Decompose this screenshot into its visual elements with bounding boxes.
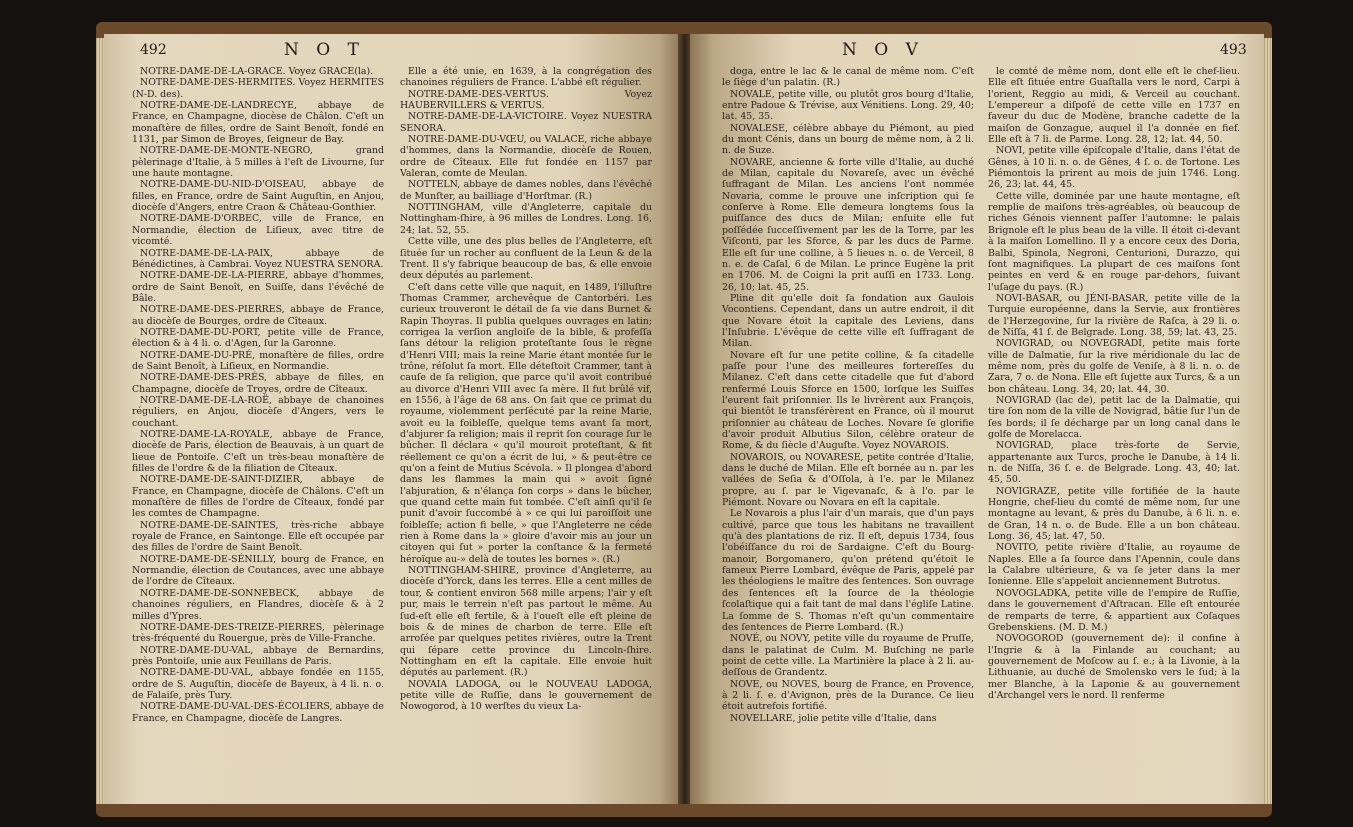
- entry-paragraph: NOTRE-DAME-DES-TREIZE-PIERRES, pèlerinage très-fréquenté du Rouergue, près de Ville-Franche.: [132, 621, 384, 645]
- entry-paragraph: NOVALESE, célèbre abbaye du Piémont, au pied du mont Cénis, dans un bourg de même nom, à 2 li. n. de Suze.: [722, 122, 974, 157]
- entry-paragraph: NOTRE-DAME-DU-VAL, abbaye de Bernardins, près Pontoiſe, unie aux Feuillans de Paris.: [132, 644, 384, 667]
- entry-paragraph: NOTRE-DAME-DE-LA-VICTOIRE. Voyez NUESTRA SENORA.: [400, 111, 652, 134]
- entry-paragraph: NOTRE-DAME-DE-LA-GRACE. Voyez GRACE(la).: [140, 66, 374, 77]
- entry-paragraph: NOVOGLADKA, petite ville de l'empire de Ruſſie, dans le gouvernement d'Aſtracan. Elle eſt entourée de remparts de terre, & appartient aux Coſaques Grebenskiens. (M. D. M.): [988, 587, 1240, 633]
- entry-paragraph: NOVELLARE, jolie petite ville d'Italie, dans: [730, 712, 937, 724]
- entry-paragraph: NOTRE-DAME-DES-VERTUS. Voyez HAUBERVILLERS & VERTUS.: [400, 88, 652, 112]
- running-head: N O V: [842, 40, 924, 60]
- entry-paragraph: NOVOGOROD (gouvernement de): il confine à l'Ingrie & à la Finlande au couchant; au gouvernement de Moſcow au ſ. e.; à la Livonie, à la Lithuanie, au duché de Smolensko vers le ſud; à la mer Blanche, à la Laponie & au gouvernement d'Archangel vers le nord. Il renferme: [988, 633, 1240, 701]
- text-column-right: [400, 66, 652, 713]
- entry-paragraph: NOVI, petite ville épiſcopale d'Italie, dans l'état de Gênes, à 10 li. n. o. de Gênes, 4 ſ. o. de Tortone. Les Piémontois la prirent au mois de juin 1746. Long. 26, 23; lat. 44, 45.: [988, 145, 1240, 191]
- entry-paragraph: NOTRE-DAME-DES-HERMITES. Voyez HERMITES (N-D. des).: [132, 77, 384, 100]
- entry-paragraph: NOVAROIS, ou NOVARESE, petite contrée d'Italie, dans le duché de Milan. Elle eſt bornée au n. par les vallées de Seſia & d'Oſſola, à l'e. par le Milanez propre, au ſ. par le Vigevanaſc, & à l'o. par le Piémont. Novare ou Novara en eſt la capitale.: [722, 451, 974, 509]
- entry-paragraph: doga, entre le lac & le canal de même nom. C'eſt le ſiège d'un palatin. (R.): [722, 66, 974, 89]
- entry-paragraph: NOTRE-DAME-DE-LA-PAIX, abbaye de Bénédictines, à Cambrai. Voyez NUESTRA SENORA.: [132, 247, 384, 270]
- entry-paragraph: NOVARE, ancienne & forte ville d'Italie, au duché de Milan, capitale du Novareſe, avec un évêché ſuffragant de Milan. Les anciens l'ont nommée Novaria, comme le prouve une inſcription qui ſe conſerve à Rome. Elle demeura longtems ſous la puiſſance des ducs de Milan; enſuite elle fut poſſédée ſucceſſivement par les de la Torre, par les Viſconti, par les Sforce, & par les ducs de Parme. Elle eſt ſur une colline, à 5 lieues n. o. de Verceil, 8 n. e. de Caſal, 6 de Milan. Le prince Eugène la prit en 1706. M. de Coigni la prit auſſi en 1733. Long. 26, 10; lat. 45, 25.: [722, 156, 974, 293]
- entry-paragraph: le comté de même nom, dont elle eſt le chef-lieu. Elle eſt ſituée entre Guaſtalla vers le nord, Carpi à l'orient, Reggio au midi, & Verceil au couchant. L'empereur a diſpoſé de cette ville en 1737 en faveur du duc de Modène, branche cadette de la maiſon de Gonzague, auquel il l'a donnée en fief. Elle eſt à 7 li. de Parme. Long. 28, 12; lat. 44, 50.: [988, 66, 1240, 146]
- entry-paragraph: NOTRE-DAME-DU-PRÉ, monaſtère de filles, ordre de Saint Benoît, à Liſieux, en Normandie.: [132, 349, 384, 372]
- entry-paragraph: Pline dit qu'elle doit ſa fondation aux Gaulois Vocontiens. Cependant, dans un autre endroit, il dit que Novare étoit la capitale des Leviens, dans l'Inſubrie. L'évêque de cette ville eſt ſuffragant de Milan.: [722, 292, 974, 350]
- entry-paragraph: NOTTINGHAM-SHIRE, province d'Angleterre, au diocèſe d'Yorck, dans les terres. Elle a cent milles de tour, & contient environ 568 mille arpens; l'air y eſt pur, mais le terrein n'eſt pas partout le même. Au ſud-eſt elle eſt fertile, & à l'oueſt elle eſt pleine de bois & de mines de charbon de terre. Elle eſt arroſée par quelques petites rivières, outre la Trent qui ſépare cette province du Lincoln-ſhire. Nottingham en eſt la capitale. Elle envoie huit députés au parlement. (R.): [400, 565, 652, 679]
- page-number: 492: [140, 42, 167, 58]
- entry-paragraph: NOTRE-DAME-DU-VAL-DES-ÉCOLIERS, abbaye de France, en Champagne, diocèſe de Langres.: [132, 701, 384, 724]
- entry-paragraph: Elle a été unie, en 1639, à la congrégation des chanoines réguliers de France. L'abbé eſt régulier.: [400, 66, 652, 89]
- entry-paragraph: NOVÉ, ou NOVY, petite ville du royaume de Pruſſe, dans le palatinat de Culm. M. Buſching ne parle point de cette ville. La Martinière la place à 2 li. au-deſſous de Grandentz.: [722, 633, 974, 679]
- entry-paragraph: NOVIGRAD, ou NOVEGRADI, petite mais forte ville de Dalmatie, ſur la rive méridionale du lac de même nom, près du golfe de Veniſe, à 8 li. n. o. de Zara, 7 o. de Nona. Elle eſt ſujette aux Turcs, & a un bon château. Long. 34, 20; lat. 44, 30.: [988, 338, 1240, 395]
- entry-paragraph: NOTRE-DAME-DU-PORT, petite ville de France, élection & à 4 li. o. d'Agen, ſur la Garonne.: [132, 326, 384, 350]
- entry-paragraph: NOVAIA LADOGA, ou le NOUVEAU LADOGA, petite ville de Ruſſie, dans le gouvernement de Nowogorod, à 10 werſtes du vieux La-: [400, 678, 652, 713]
- entry-paragraph: NOTRE-DAME-DU-VŒU, ou VALACE, riche abbaye d'hommes, dans la Normandie, diocèſe de Rouen, ordre de Cîteaux. Elle fut fondée en 1157 par Valeran, comte de Meulan.: [400, 134, 652, 180]
- entry-paragraph: NOTRE-DAME-DE-LA-ROË, abbaye de chanoines réguliers, en Anjou, diocèſe d'Angers, vers le couchant.: [132, 394, 384, 429]
- entry-paragraph: NOTRE-DAME-DU-VAL, abbaye fondée en 1155, ordre de S. Auguſtin, diocèſe de Bayeux, à 4 li. n. o. de Falaiſe, près Tury.: [132, 667, 384, 701]
- entry-paragraph: NOTRE-DAME-DES-PIERRES, abbaye de France, au diocèſe de Bourges, ordre de Cîteaux.: [132, 304, 384, 327]
- left-page-edges: [96, 38, 104, 804]
- left-page: [104, 34, 682, 804]
- page-number: 493: [1220, 42, 1247, 58]
- entry-paragraph: NOTRE-DAME-DE-MONTE-NEGRO, grand pèlerinage d'Italie, à 5 milles à l'eſt de Livourne, ſur une haute montagne.: [132, 145, 384, 180]
- right-page-edges: [1264, 38, 1272, 804]
- text-column-right: [988, 66, 1240, 701]
- entry-paragraph: Cette ville, dominée par une haute montagne, eſt remplie de maiſons très-agréables, où beaucoup de riches Génois viennent paſſer l'automne: le palais Brignole eſt le plus beau de la ville. Il étoit ci-devant à la maiſon Lomellino. Il y a encore ceux des Doria, Balbi, Spinola, Negroni, Centurioni, Durazzo, qui ſont magnifiques. La plupart de ces maiſons ſont peintes en verd & en rouge par-dehors, ſuivant l'uſage du pays. (R.): [988, 190, 1240, 293]
- entry-paragraph: NOTRE-DAME-DE-SÉNILLY, bourg de France, en Normandie, élection de Coutances, avec une abbaye de l'ordre de Cîteaux.: [132, 553, 384, 588]
- entry-paragraph: NOVIGRAD (lac de), petit lac de la Dalmatie, qui tire ſon nom de la ville de Novigrad, bâtie ſur l'un de ſes bords; il ſe décharge par un long canal dans le golfe de Morelacca.: [988, 394, 1240, 440]
- entry-paragraph: NOTRE-DAME-DE-SAINT-DIZIER, abbaye de France, en Champagne, diocèſe de Châlons. C'eſt un monaſtère de filles de l'ordre de Cîteaux, fondé par les comtes de Champagne.: [132, 474, 384, 520]
- entry-paragraph: NOVITO, petite rivière d'Italie, au royaume de Naples. Elle a ſa ſource dans l'Apennin, coule dans la Calabre ultérieure, & va ſe jeter dans la mer Ionienne. Elle s'appeloit anciennement Butrotus.: [988, 542, 1240, 588]
- entry-paragraph: NOTRE-DAME-D'ORBEC, ville de France, en Normandie, élection de Liſieux, avec titre de vicomté.: [132, 213, 384, 248]
- left-page-header: [104, 40, 682, 60]
- entry-paragraph: Le Novarois a plus l'air d'un marais, que d'un pays cultivé, parce que tous les habitans ne travaillent qu'à des plantations de riz. Il eſt, depuis 1734, ſous l'obéiſſance du roi de Sardaigne. C'eſt du Bourg-manoir, Borgomanero, qu'on prétend qu'étoit le fameux Pierre Lombard, évêque de Paris, appelé par les théologiens le maître des ſentences. Son ouvrage des ſentences eſt la ſource de la théologie ſcolaſtique qui a fait tant de mal dans l'égliſe Latine. La ſomme de S. Thomas n'eſt qu'un commentaire des ſentences de Pierre Lombard. (R.): [722, 508, 974, 633]
- running-head: N O T: [284, 40, 365, 60]
- entry-paragraph: Novare eſt ſur une petite colline, & ſa citadelle paſſe pour l'une des meilleures fortereſſes du Milanez. C'eſt dans cette citadelle que fut d'abord renfermé Louis Sforce en 1500, lorſque les Suiſſes l'eurent fait priſonnier. Ils le livrèrent aux François, qui bientôt le transférèrent en France, où il mourut priſonnier au château de Loches. Novare ſe glorifie d'avoir produit Albutius Silon, célèbre orateur de Rome, & du ſiècle d'Auguſte. Voyez NOVAROIS.: [722, 349, 974, 452]
- entry-paragraph: NOTRE-DAME-DE-LA-PIERRE, abbaye d'hommes, ordre de Saint Benoît, en Suiſſe, dans l'évêché de Bâle.: [132, 270, 384, 304]
- entry-paragraph: NOTTINGHAM, ville d'Angleterre, capitale du Nottingham-ſhire, à 96 milles de Londres. Long. 16, 24; lat. 52, 55.: [400, 202, 652, 236]
- entry-paragraph: NOTRE-DAME-DE-LANDRECYE, abbaye de France, en Champagne, diocèse de Châlon. C'eſt un monaſtère de filles, ordre de Saint Benoît, fondé en 1131, par Simon de Broyes, ſeigneur de Bay.: [132, 100, 384, 146]
- entry-paragraph: NOVIGRAZE, petite ville fortifiée de la haute Hongrie, chef-lieu du comté de même nom, ſur une montagne au levant, & près du Danube, à 6 li. n. e. de Gran, 14 n. o. de Bude. Elle a un bon château. Long. 36, 45; lat. 47, 50.: [988, 485, 1240, 543]
- right-page: [690, 34, 1264, 804]
- entry-paragraph: NOTRE-DAME-DU-NID-D'OISEAU, abbaye de filles, en France, ordre de Saint Auguſtin, en Anjou, diocèſe d'Angers, entre Craon & Château-Gonthier.: [132, 179, 384, 214]
- entry-paragraph: NOVIGRAD, place très-forte de Servie, appartenante aux Turcs, proche le Danube, à 14 li. n. de Niſſa, 36 ſ. e. de Belgrade. Long. 43, 40; lat. 45, 50.: [988, 440, 1240, 486]
- entry-paragraph: NOVI-BASAR, ou JÉNI-BASAR, petite ville de la Turquie européenne, dans la Servie, aux frontières de l'Herzegovine, ſur la rivière de Raſca, à 29 li. o. de Niſſa, 41 ſ. de Belgrade. Long. 38, 59; lat. 43, 25.: [988, 292, 1240, 338]
- entry-paragraph: C'eſt dans cette ville que naquit, en 1489, l'illuſtre Thomas Crammer, archevêque de Cantorbéri. Les curieux trouveront le détail de ſa vie dans Burnet & Rapin Thoyras. Il publia quelques ouvrages en latin; corrigea la verſion angloiſe de la bible, & profeſſa ſans détour la religion proteſtante ſous le règne d'Henri VIII; mais la reine Marie étant montée ſur le trône, réſolut ſa mort. Elle déteſtoit Crammer, tant à cauſe de ſa religion, que parce qu'il avoit contribué au divorce d'Henri VIII avec ſa mère. Il fut brûlé vif, en 1556, à l'âge de 68 ans. On ſait que ce primat du royaume, violemment perſécuté par la reine Marie, avoit eu la foibleſſe, quelque tems avant ſa mort, d'abjurer ſa religion; mais il reprit ſon courage ſur le bûcher. Il déclara « qu'il mouroit proteſtant, & fit réellement ce qu'on a écrit de lui, » & peut-être ce qu'on a feint de Mutius Scévola. » Il plongea d'abord dans les flammes la main qui » avoit ſigné l'abjuration, & n'élança ſon corps » dans le bûcher, que quand cette main fut tombée. C'eſt ainſi qu'il ſe punit d'avoir ſuccombé à » ce qui lui paroiſſoit une foibleſſe; action fi belle, » que l'Angleterre ne céde rien à Rome dans la » gloire d'avoir mis au jour un citoyen qui ſut » porter la conſtance & la fermeté héroïque au-» delà de toutes les bornes ». (R.): [400, 281, 652, 565]
- entry-paragraph: NOTRE-DAME-DE-SONNEBECK, abbaye de chanoines réguliers, en Flandres, diocèſe & à 2 milles d'Ypres.: [132, 587, 384, 622]
- right-page-header: [690, 40, 1264, 60]
- entry-paragraph: NOTRE-DAME-LA-ROYALE, abbaye de France, diocèſe de Paris, élection de Beauvais, à un quart de lieue de Pontoiſe. C'eſt un très-beau monaſtère de filles de l'ordre & de la filiation de Cîteaux.: [132, 429, 384, 475]
- entry-paragraph: NOTTELN, abbaye de dames nobles, dans l'évêché de Munſter, au bailliage d'Horſtmar. (R.): [400, 179, 652, 202]
- entry-paragraph: Cette ville, une des plus belles de l'Angleterre, eſt ſituée ſur un rocher au confluent de la Leun & de la Trent. Il s'y fabrique beaucoup de bas, & elle envoie deux députés au parlement.: [400, 236, 652, 282]
- text-column-left: [722, 66, 974, 724]
- entry-paragraph: NOVE, ou NOVES, bourg de France, en Provence, à 2 li. ſ. e. d'Avignon, près de la Durance. Ce lieu étoit autrefois fortifié.: [722, 678, 974, 713]
- entry-paragraph: NOVALE, petite ville, ou plutôt gros bourg d'Italie, entre Padoue & Trévise, aux Vénitiens. Long. 29, 40; lat. 45, 35.: [722, 88, 974, 123]
- text-column-left: [132, 66, 384, 724]
- entry-paragraph: NOTRE-DAME-DE-SAINTES, très-riche abbaye royale de France, en Saintonge. Elle eſt occupée par des filles de l'ordre de Saint Benoît.: [132, 519, 384, 554]
- entry-paragraph: NOTRE-DAME-DES-PRÉS, abbaye de filles, en Champagne, diocèſe de Troyes, ordre de Cîteaux.: [132, 372, 384, 395]
